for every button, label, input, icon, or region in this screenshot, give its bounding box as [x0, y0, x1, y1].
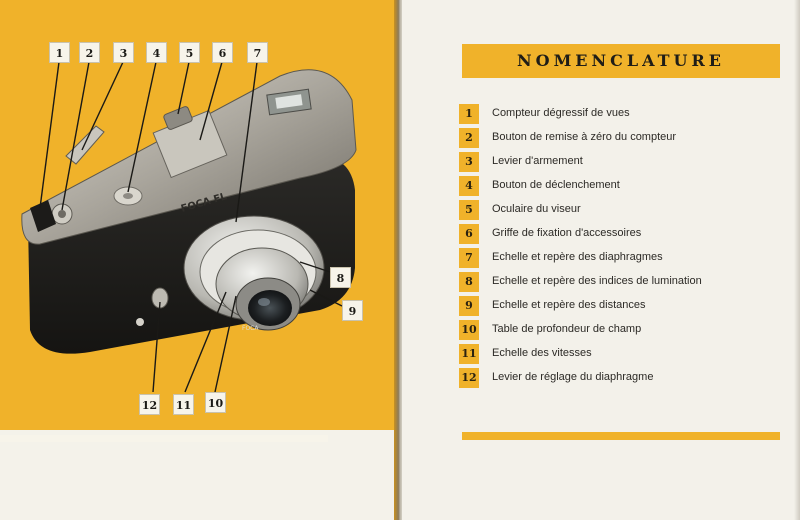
callout-6: 6	[212, 42, 233, 63]
item-number: 11	[459, 344, 479, 364]
item-number: 7	[459, 248, 479, 268]
nomenclature-list	[459, 103, 779, 391]
right-page	[402, 0, 800, 520]
callout-11: 11	[173, 394, 194, 415]
page-edge	[794, 0, 800, 520]
lens-reflection	[258, 298, 270, 306]
list-item	[459, 271, 779, 295]
shutter-release-center	[123, 193, 133, 199]
list-item	[459, 151, 779, 175]
lens-engraving: FOCA	[242, 325, 259, 332]
callout-9: 9	[342, 300, 363, 321]
callout-12: 12	[139, 394, 160, 415]
callout-7: 7	[247, 42, 268, 63]
item-label: Bouton de remise à zéro du compteur	[492, 131, 677, 143]
item-number: 4	[459, 176, 479, 196]
item-number: 2	[459, 128, 479, 148]
list-item	[459, 247, 779, 271]
list-item	[459, 199, 779, 223]
item-label: Echelle des vitesses	[492, 347, 592, 359]
item-label: Griffe de fixation d'accessoires	[492, 227, 642, 239]
item-number: 10	[459, 320, 479, 340]
page-bottom-margin	[0, 430, 398, 520]
title-bar	[462, 44, 780, 78]
item-number: 9	[459, 296, 479, 316]
item-number: 6	[459, 224, 479, 244]
item-label: Table de profondeur de champ	[492, 323, 642, 335]
item-label: Compteur dégressif de vues	[492, 107, 630, 119]
list-item	[459, 319, 779, 343]
item-label: Echelle et repère des indices de lumination	[492, 275, 702, 287]
list-item	[459, 103, 779, 127]
strap-lug	[136, 318, 144, 326]
page-title: NOMENCLATURE	[517, 51, 725, 70]
list-item	[459, 295, 779, 319]
left-bottom-rule	[0, 435, 328, 442]
camera-photo	[0, 0, 398, 430]
item-number: 12	[459, 368, 479, 388]
list-item	[459, 223, 779, 247]
list-item	[459, 367, 779, 391]
callout-3: 3	[113, 42, 134, 63]
item-number: 5	[459, 200, 479, 220]
item-label: Levier de réglage du diaphragme	[492, 371, 654, 383]
item-label: Echelle et repère des diaphragmes	[492, 251, 663, 263]
list-item	[459, 343, 779, 367]
callout-8: 8	[330, 267, 351, 288]
item-label: Echelle et repère des distances	[492, 299, 646, 311]
item-number: 3	[459, 152, 479, 172]
item-label: Oculaire du viseur	[492, 203, 581, 215]
item-label: Levier d'armement	[492, 155, 583, 167]
left-page	[0, 0, 398, 520]
list-item	[459, 127, 779, 151]
callout-10: 10	[205, 392, 226, 413]
brand-engraving: FOCA FL	[179, 191, 229, 215]
list-item	[459, 175, 779, 199]
callout-4: 4	[146, 42, 167, 63]
callout-5: 5	[179, 42, 200, 63]
item-number: 8	[459, 272, 479, 292]
callout-2: 2	[79, 42, 100, 63]
item-number: 1	[459, 104, 479, 124]
right-bottom-rule	[462, 432, 780, 440]
counter-reset-knob-center	[58, 210, 66, 218]
lens-glass	[248, 290, 292, 326]
item-label: Bouton de déclenchement	[492, 179, 620, 191]
callout-1: 1	[49, 42, 70, 63]
